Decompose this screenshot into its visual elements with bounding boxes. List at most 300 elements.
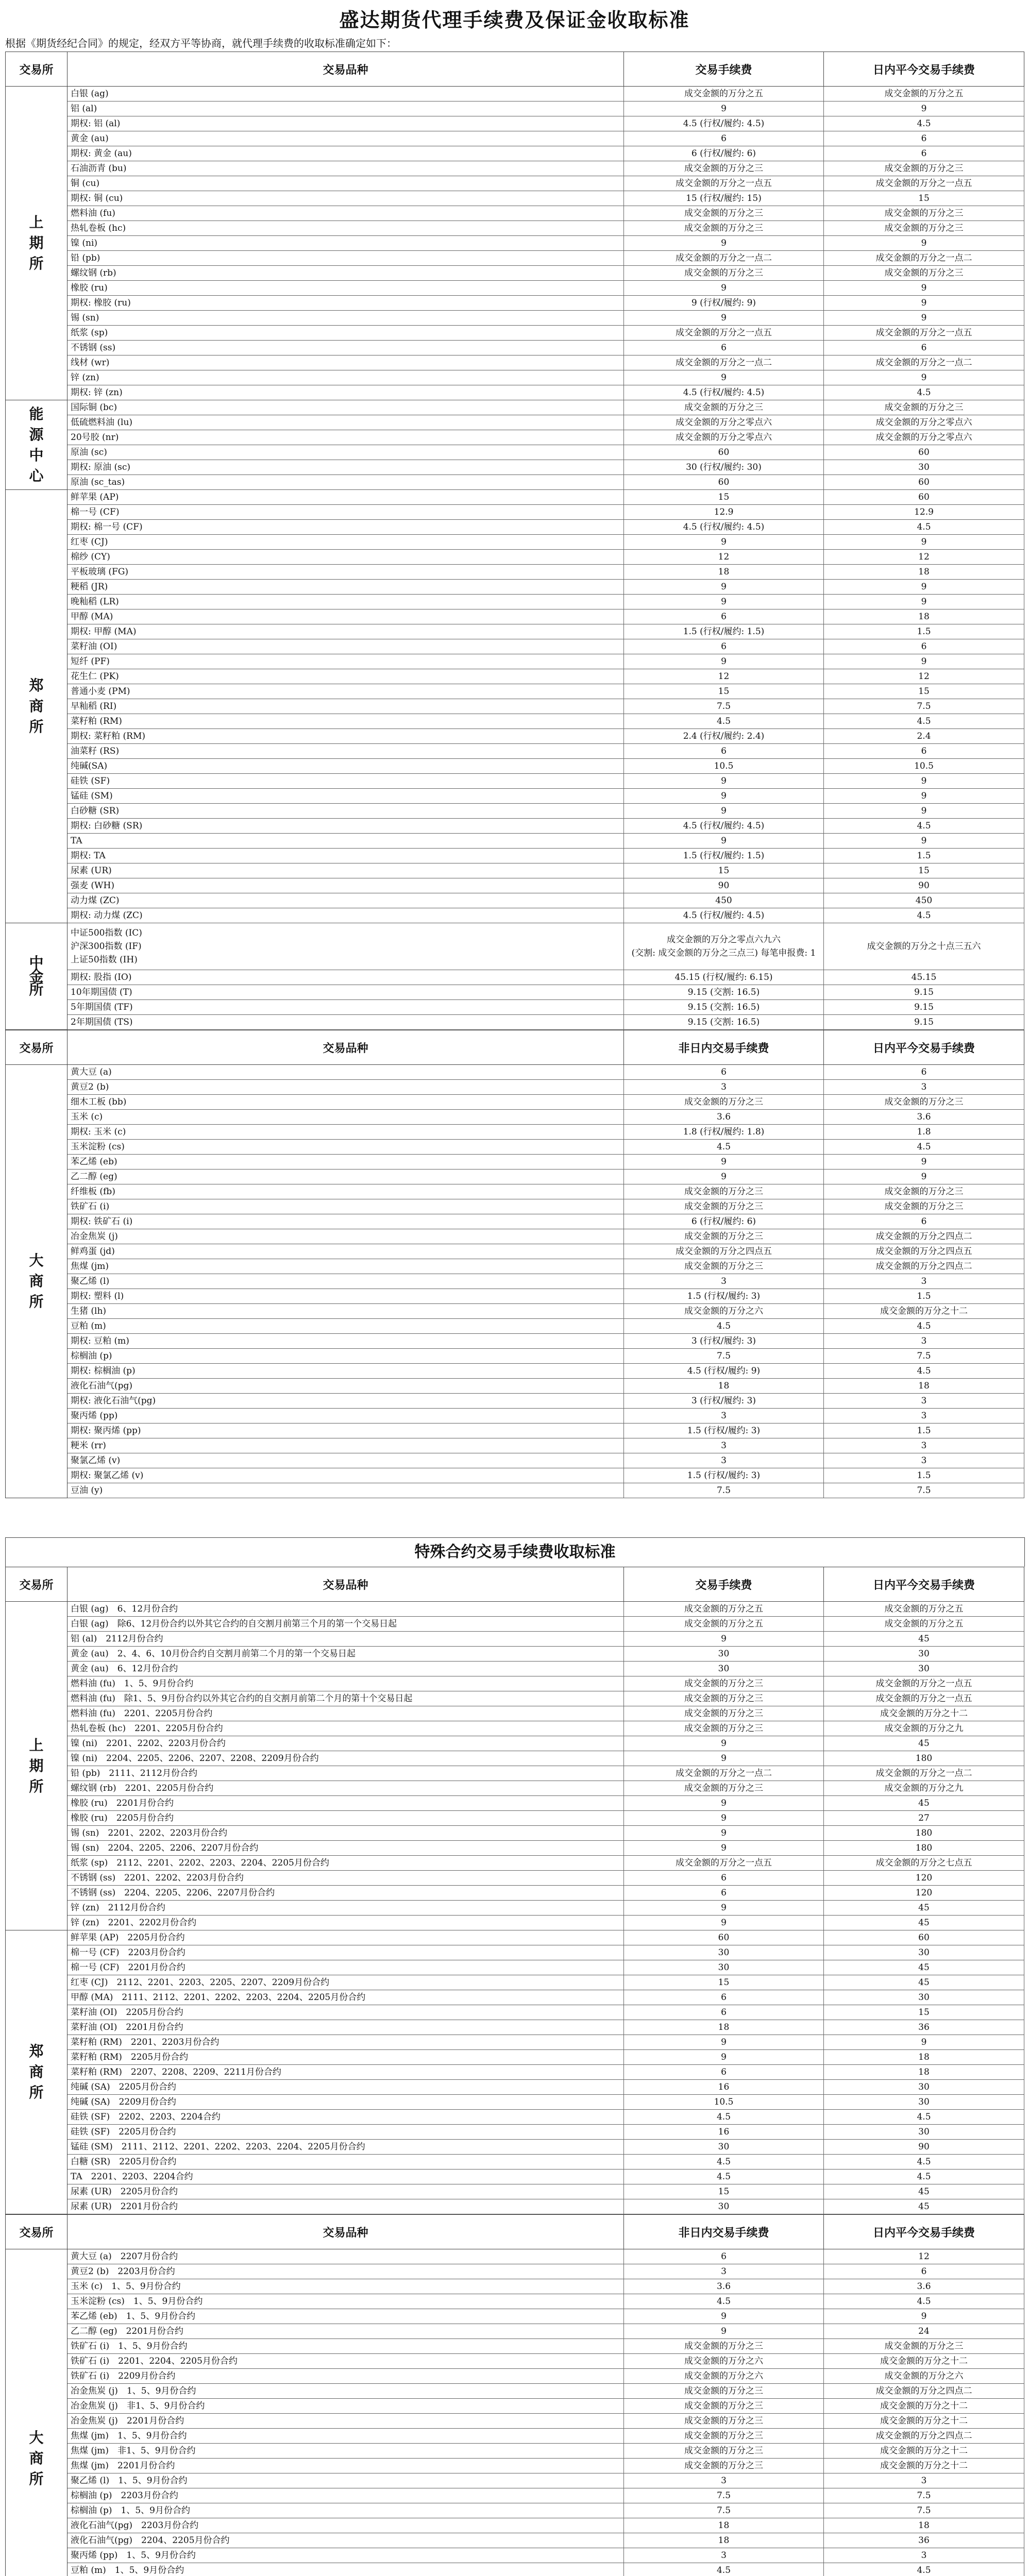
variety-name: 线材 (wr) xyxy=(68,355,624,370)
fee-value: 15 xyxy=(624,684,824,699)
table-row xyxy=(6,1871,1024,1886)
fee-value: 30 xyxy=(624,2199,824,2214)
table-row xyxy=(6,819,1024,834)
variety-name: 燃料油 (fu) xyxy=(68,206,624,221)
table-row xyxy=(6,266,1024,281)
variety-name: 鲜苹果 (AP) xyxy=(68,490,624,505)
fee-value: 9 xyxy=(624,1155,824,1170)
table-row xyxy=(6,834,1024,849)
variety-name: 液化石油气(pg) xyxy=(68,1379,624,1394)
variety-name: 锡 (sn) xyxy=(68,311,624,326)
table-row xyxy=(6,2140,1024,2155)
table-row xyxy=(6,2354,1024,2369)
variety-name: 液化石油气(pg) 2204、2205月份合约 xyxy=(68,2533,624,2548)
intraday-fee-value: 成交金额的万分之十二 xyxy=(824,1706,1024,1721)
fee-value: 3 xyxy=(624,1438,824,1453)
variety-name: 期权: TA xyxy=(68,849,624,863)
fee-value: 成交金额的万分之三 xyxy=(624,2339,824,2354)
intraday-fee-value: 成交金额的万分之一点五 xyxy=(824,326,1024,341)
variety-name: 硅铁 (SF) 2202、2203、2204合约 xyxy=(68,2110,624,2125)
table-row xyxy=(6,1751,1024,1766)
table-row xyxy=(6,985,1024,1000)
fee-value: 9 xyxy=(624,370,824,385)
fee-value: 成交金额的万分之五 xyxy=(624,1602,824,1617)
variety-name: 期权: 棕榈油 (p) xyxy=(68,1364,624,1379)
table-row xyxy=(6,744,1024,759)
fee-value: 9 xyxy=(624,1632,824,1647)
intraday-fee-value: 450 xyxy=(824,893,1024,908)
fee-value: 成交金额的万分之三 xyxy=(624,2414,824,2429)
intraday-fee-value: 6 xyxy=(824,1214,1024,1229)
fee-value: 18 xyxy=(624,2533,824,2548)
table-row xyxy=(6,116,1024,131)
variety-name: 玉米 (c) xyxy=(68,1110,624,1125)
table-row xyxy=(6,2035,1024,2050)
fee-value: 成交金额的万分之三 xyxy=(624,161,824,176)
intraday-fee-value: 12 xyxy=(824,2249,1024,2264)
table-row xyxy=(6,1975,1024,1990)
variety-name: 黄大豆 (a) xyxy=(68,1065,624,1080)
fee-value: 3 xyxy=(624,2264,824,2279)
variety-name: 甲醇 (MA) xyxy=(68,609,624,624)
variety-name: 橡胶 (ru) xyxy=(68,281,624,296)
variety-name: 白银 (ag) 6、12月份合约 xyxy=(68,1602,624,1617)
fee-value: 成交金额的万分之一点二 xyxy=(624,251,824,266)
fee-value: 9 xyxy=(624,1751,824,1766)
table-row xyxy=(6,460,1024,475)
variety-name: 热轧卷板 (hc) 2201、2205月份合约 xyxy=(68,1721,624,1736)
table-row xyxy=(6,1409,1024,1423)
table-row xyxy=(6,729,1024,744)
fee-value: 成交金额的万分之一点二 xyxy=(624,1766,824,1781)
fee-value: 15 (行权/履约: 15) xyxy=(624,191,824,206)
fee-value: 6 xyxy=(624,1886,824,1901)
fee-value: 6 xyxy=(624,131,824,146)
variety-name: 期权: 棉一号 (CF) xyxy=(68,520,624,535)
fee-value: 6 xyxy=(624,744,824,759)
table-row xyxy=(6,1811,1024,1826)
variety-name: 聚乙烯 (l) xyxy=(68,1274,624,1289)
variety-name: 红枣 (CJ) 2112、2201、2203、2205、2207、2209月份合约 xyxy=(68,1975,624,1990)
intraday-fee-value: 4.5 xyxy=(824,2294,1024,2309)
table-row xyxy=(6,1483,1024,1498)
table-row xyxy=(6,1453,1024,1468)
table-row xyxy=(6,1095,1024,1110)
fee-value: 2.4 (行权/履约: 2.4) xyxy=(624,729,824,744)
fee-value: 成交金额的万分之五 xyxy=(624,87,824,101)
table-row xyxy=(6,1155,1024,1170)
intraday-fee-value: 45 xyxy=(824,1975,1024,1990)
intraday-fee-value: 成交金额的万分之一点二 xyxy=(824,355,1024,370)
variety-name: 焦煤 (jm) 2201月份合约 xyxy=(68,2459,624,2473)
intraday-fee-value: 成交金额的万分之三 xyxy=(824,1095,1024,1110)
variety-name: 锡 (sn) 2204、2205、2206、2207月份合约 xyxy=(68,1841,624,1856)
fee-value: 15 xyxy=(624,2184,824,2199)
intraday-fee-value: 9 xyxy=(824,2035,1024,2050)
variety-name: 乙二醇 (eg) xyxy=(68,1170,624,1184)
table-row xyxy=(6,1632,1024,1647)
variety-name: 铜 (cu) xyxy=(68,176,624,191)
intraday-fee-value: 成交金额的万分之五 xyxy=(824,1602,1024,1617)
intraday-fee-value: 30 xyxy=(824,2080,1024,2095)
intraday-fee-value: 45 xyxy=(824,1901,1024,1916)
intraday-fee-value: 成交金额的万分之十二 xyxy=(824,2414,1024,2429)
fee-value: 成交金额的万分之零点六九六 (交割: 成交金额的万分之三点三) 每笔申报费: 1 xyxy=(624,923,824,970)
table-row xyxy=(6,1199,1024,1214)
variety-name: 普通小麦 (PM) xyxy=(68,684,624,699)
fee-value: 1.5 (行权/履约: 3) xyxy=(624,1289,824,1304)
table-row xyxy=(6,2563,1024,2576)
intraday-fee-value: 成交金额的万分之十二 xyxy=(824,2354,1024,2369)
document-title: 盛达期货代理手续费及保证金收取标准 xyxy=(339,8,690,31)
fee-value: 60 xyxy=(624,1930,824,1945)
table-row xyxy=(6,2369,1024,2384)
fee-value: 9 xyxy=(624,2309,824,2324)
fee-value: 成交金额的万分之三 xyxy=(624,2429,824,2444)
intraday-fee-value: 4.5 xyxy=(824,1140,1024,1155)
intraday-fee-value: 6 xyxy=(824,744,1024,759)
table-row xyxy=(6,236,1024,251)
fee-value: 6 xyxy=(624,1990,824,2005)
fee-value: 6 xyxy=(624,609,824,624)
variety-name: 花生仁 (PK) xyxy=(68,669,624,684)
fee-value: 成交金额的万分之三 xyxy=(624,1676,824,1691)
variety-name: 2年期国债 (TS) xyxy=(68,1015,624,1030)
table-row xyxy=(6,1319,1024,1334)
variety-name: 聚丙烯 (pp) 1、5、9月份合约 xyxy=(68,2548,624,2563)
fee-value: 6 (行权/履约: 6) xyxy=(624,146,824,161)
table-row xyxy=(6,2533,1024,2548)
variety-name: 黄金 (au) 6、12月份合约 xyxy=(68,1662,624,1676)
intraday-fee-value: 9 xyxy=(824,654,1024,669)
intraday-fee-value: 3 xyxy=(824,2473,1024,2488)
intraday-fee-value: 9 xyxy=(824,311,1024,326)
intraday-fee-value: 6 xyxy=(824,146,1024,161)
variety-name: 锌 (zn) 2112月份合约 xyxy=(68,1901,624,1916)
table-row xyxy=(6,849,1024,863)
intraday-fee-value: 9.15 xyxy=(824,985,1024,1000)
table-row xyxy=(6,1721,1024,1736)
variety-name: 晚籼稻 (LR) xyxy=(68,595,624,609)
table-row xyxy=(6,669,1024,684)
fee-value: 成交金额的万分之三 xyxy=(624,2384,824,2399)
table-row xyxy=(6,1304,1024,1319)
table-row xyxy=(6,580,1024,595)
fee-value: 成交金额的万分之一点五 xyxy=(624,1856,824,1871)
variety-name: 原油 (sc) xyxy=(68,445,624,460)
intraday-fee-value: 45 xyxy=(824,2184,1024,2199)
exchange-label: 能 源 中 心 xyxy=(6,400,68,490)
variety-name: 锰硅 (SM) 2111、2112、2201、2202、2203、2204、2205月份合约 xyxy=(68,2140,624,2155)
variety-name: 红枣 (CJ) xyxy=(68,535,624,550)
fee-value: 9 xyxy=(624,2324,824,2339)
variety-name: 冶金焦炭 (j) 非1、5、9月份合约 xyxy=(68,2399,624,2414)
intraday-fee-value: 18 xyxy=(824,609,1024,624)
fee-value: 6 xyxy=(624,1065,824,1080)
variety-name: 鲜鸡蛋 (jd) xyxy=(68,1244,624,1259)
intraday-fee-value: 180 xyxy=(824,1826,1024,1841)
intraday-fee-value: 成交金额的万分之一点二 xyxy=(824,251,1024,266)
table-row xyxy=(6,609,1024,624)
intraday-fee-value: 成交金额的万分之三 xyxy=(824,266,1024,281)
intraday-fee-value: 成交金额的万分之三 xyxy=(824,221,1024,236)
intraday-fee-value: 45 xyxy=(824,1916,1024,1930)
fee-value: 4.5 xyxy=(624,1319,824,1334)
intraday-fee-value: 9 xyxy=(824,595,1024,609)
table-row xyxy=(6,908,1024,923)
intraday-fee-value: 120 xyxy=(824,1871,1024,1886)
intraday-fee-value: 成交金额的万分之三 xyxy=(824,1199,1024,1214)
intraday-fee-value: 3 xyxy=(824,1438,1024,1453)
variety-name: 焦煤 (jm) xyxy=(68,1259,624,1274)
intraday-fee-value: 1.5 xyxy=(824,1423,1024,1438)
variety-name: 粳米 (rr) xyxy=(68,1438,624,1453)
table-row xyxy=(6,1125,1024,1140)
variety-name: 10年期国债 (T) xyxy=(68,985,624,1000)
variety-name: 国际铜 (bc) xyxy=(68,400,624,415)
table-row xyxy=(6,131,1024,146)
fee-value: 9 xyxy=(624,834,824,849)
variety-name: 不锈钢 (ss) 2201、2202、2203月份合约 xyxy=(68,1871,624,1886)
fee-value: 9 xyxy=(624,2050,824,2065)
intraday-fee-value: 成交金额的万分之七点五 xyxy=(824,1856,1024,1871)
table-row xyxy=(6,1662,1024,1676)
fee-value: 成交金额的万分之零点六 xyxy=(624,415,824,430)
intraday-fee-value: 9 xyxy=(824,1170,1024,1184)
variety-name: 尿素 (UR) 2205月份合约 xyxy=(68,2184,624,2199)
table-row xyxy=(6,445,1024,460)
variety-name: 玉米淀粉 (cs) 1、5、9月份合约 xyxy=(68,2294,624,2309)
table-row xyxy=(6,1945,1024,1960)
intraday-fee-value: 成交金额的万分之一点二 xyxy=(824,1766,1024,1781)
intraday-fee-value: 3 xyxy=(824,1334,1024,1349)
variety-name: 苯乙烯 (eb) 1、5、9月份合约 xyxy=(68,2309,624,2324)
table-row xyxy=(6,2488,1024,2503)
fee-value: 60 xyxy=(624,475,824,490)
fee-value: 成交金额的万分之三 xyxy=(624,1781,824,1796)
dalian-special-fee-body xyxy=(6,2249,1024,2576)
intraday-fee-value: 60 xyxy=(824,490,1024,505)
table-row xyxy=(6,1647,1024,1662)
fee-value: 4.5 (行权/履约: 4.5) xyxy=(624,520,824,535)
variety-name: 冶金焦炭 (j) xyxy=(68,1229,624,1244)
table-row xyxy=(6,863,1024,878)
intraday-fee-value: 45 xyxy=(824,1736,1024,1751)
variety-name: 聚乙烯 (l) 1、5、9月份合约 xyxy=(68,2473,624,2488)
table-row xyxy=(6,2170,1024,2184)
table-row xyxy=(6,1065,1024,1080)
fee-value: 成交金额的万分之三 xyxy=(624,1184,824,1199)
fee-value: 3 xyxy=(624,1453,824,1468)
variety-name: 菜籽油 (OI) xyxy=(68,639,624,654)
header-exchange: 交易所 xyxy=(6,1567,68,1602)
table-row xyxy=(6,1289,1024,1304)
variety-name: 期权: 聚氯乙烯 (v) xyxy=(68,1468,624,1483)
variety-name: 菜籽粕 (RM) 2207、2208、2209、2211月份合约 xyxy=(68,2065,624,2080)
intraday-fee-value: 1.5 xyxy=(824,1289,1024,1304)
variety-name: 黄大豆 (a) 2207月份合约 xyxy=(68,2249,624,2264)
fee-value: 9 xyxy=(624,1170,824,1184)
intraday-fee-value: 9 xyxy=(824,789,1024,804)
fee-value: 9.15 (交割: 16.5) xyxy=(624,1000,824,1015)
variety-name: 黄金 (au) 2、4、6、10月份合约自交割月前第二个月的第一个交易日起 xyxy=(68,1647,624,1662)
intraday-fee-value: 12 xyxy=(824,669,1024,684)
variety-name: 早籼稻 (RI) xyxy=(68,699,624,714)
variety-name: 菜籽粕 (RM) 2201、2203月份合约 xyxy=(68,2035,624,2050)
variety-name: 油菜籽 (RS) xyxy=(68,744,624,759)
header-fee: 非日内交易手续费 xyxy=(624,1030,824,1065)
fee-value: 7.5 xyxy=(624,1349,824,1364)
table-row xyxy=(6,654,1024,669)
fee-value: 3 xyxy=(624,1409,824,1423)
special-fee-body xyxy=(6,1602,1024,2214)
fee-value: 10.5 xyxy=(624,2095,824,2110)
intraday-fee-value: 60 xyxy=(824,445,1024,460)
variety-name: 甲醇 (MA) 2111、2112、2201、2202、2203、2204、2205月份合约 xyxy=(68,1990,624,2005)
fee-value: 3 (行权/履约: 3) xyxy=(624,1394,824,1409)
table-row xyxy=(6,1901,1024,1916)
fee-value: 4.5 xyxy=(624,2294,824,2309)
variety-name: 苯乙烯 (eb) xyxy=(68,1155,624,1170)
table-row xyxy=(6,2324,1024,2339)
intraday-fee-value: 6 xyxy=(824,1065,1024,1080)
fee-value: 9.15 (交割: 16.5) xyxy=(624,1015,824,1030)
fee-value: 9 xyxy=(624,535,824,550)
variety-name: 棉一号 (CF) 2201月份合约 xyxy=(68,1960,624,1975)
table-row xyxy=(6,1140,1024,1155)
intraday-fee-value: 45 xyxy=(824,2199,1024,2214)
fee-value: 6 xyxy=(624,2065,824,2080)
table-row xyxy=(6,1438,1024,1453)
variety-name: 期权: 原油 (sc) xyxy=(68,460,624,475)
header-intraday-fee: 日内平今交易手续费 xyxy=(824,1567,1024,1602)
table-header xyxy=(6,52,1024,87)
fee-value: 12.9 xyxy=(624,505,824,520)
intraday-fee-value: 成交金额的万分之五 xyxy=(824,87,1024,101)
intraday-fee-value: 45.15 xyxy=(824,970,1024,985)
dalian-fee-table xyxy=(5,1030,1024,1498)
variety-name: 黄豆2 (b) 2203月份合约 xyxy=(68,2264,624,2279)
fee-value: 9 xyxy=(624,1811,824,1826)
intraday-fee-value: 1.5 xyxy=(824,849,1024,863)
intraday-fee-value: 成交金额的万分之十二 xyxy=(824,2444,1024,2459)
intraday-fee-value: 7.5 xyxy=(824,1483,1024,1498)
fee-value: 成交金额的万分之五 xyxy=(624,1617,824,1632)
variety-name: 黄金 (au) xyxy=(68,131,624,146)
intraday-fee-value: 3.6 xyxy=(824,1110,1024,1125)
intraday-fee-value: 4.5 xyxy=(824,2155,1024,2170)
table-row xyxy=(6,774,1024,789)
fee-value: 4.5 (行权/履约: 4.5) xyxy=(624,385,824,400)
intraday-fee-value: 90 xyxy=(824,2140,1024,2155)
table-row xyxy=(6,1214,1024,1229)
header-intraday-fee: 日内平今交易手续费 xyxy=(824,2215,1024,2249)
intraday-fee-value: 3 xyxy=(824,1409,1024,1423)
intraday-fee-value: 30 xyxy=(824,1945,1024,1960)
fee-value: 成交金额的万分之三 xyxy=(624,1095,824,1110)
fee-value: 成交金额的万分之零点六 xyxy=(624,430,824,445)
intraday-fee-value: 1.8 xyxy=(824,1125,1024,1140)
table-row xyxy=(6,251,1024,266)
intraday-fee-value: 成交金额的万分之零点六 xyxy=(824,430,1024,445)
table-row xyxy=(6,714,1024,729)
intraday-fee-value: 4.5 xyxy=(824,2170,1024,2184)
exchange-label: 中 金 所 xyxy=(6,923,68,1030)
intraday-fee-value: 45 xyxy=(824,1796,1024,1811)
variety-name: 期权: 塑料 (l) xyxy=(68,1289,624,1304)
variety-name: 菜籽粕 (RM) xyxy=(68,714,624,729)
variety-name: 纸浆 (sp) 2112、2201、2202、2203、2204、2205月份合约 xyxy=(68,1856,624,1871)
variety-name: 期权: 菜籽粕 (RM) xyxy=(68,729,624,744)
intraday-fee-value: 15 xyxy=(824,191,1024,206)
fee-value: 4.5 xyxy=(624,1140,824,1155)
fee-value: 4.5 (行权/履约: 9) xyxy=(624,1364,824,1379)
table-row xyxy=(6,176,1024,191)
header-exchange: 交易所 xyxy=(6,2215,68,2249)
table-row xyxy=(6,2294,1024,2309)
intraday-fee-value: 9 xyxy=(824,101,1024,116)
table-row xyxy=(6,2384,1024,2399)
variety-name: 镍 (ni) 2201、2202、2203月份合约 xyxy=(68,1736,624,1751)
variety-name: 白银 (ag) xyxy=(68,87,624,101)
intraday-fee-value: 3 xyxy=(824,1453,1024,1468)
fee-value: 6 (行权/履约: 6) xyxy=(624,1214,824,1229)
fee-value: 3.6 xyxy=(624,1110,824,1125)
fee-value: 成交金额的万分之一点五 xyxy=(624,326,824,341)
variety-name: 热轧卷板 (hc) xyxy=(68,221,624,236)
fee-value: 成交金额的万分之六 xyxy=(624,2354,824,2369)
table-row xyxy=(6,1826,1024,1841)
header-variety: 交易品种 xyxy=(68,1030,624,1065)
table-row xyxy=(6,684,1024,699)
variety-name: 铅 (pb) xyxy=(68,251,624,266)
table-row xyxy=(6,311,1024,326)
fee-value: 1.8 (行权/履约: 1.8) xyxy=(624,1125,824,1140)
fee-value: 4.5 xyxy=(624,2563,824,2576)
header-fee: 交易手续费 xyxy=(624,52,824,87)
variety-name: 期权: 聚丙烯 (pp) xyxy=(68,1423,624,1438)
exchange-label: 郑 商 所 xyxy=(6,1930,68,2214)
fee-value: 1.5 (行权/履约: 1.5) xyxy=(624,624,824,639)
table-row xyxy=(6,415,1024,430)
intraday-fee-value: 成交金额的万分之四点二 xyxy=(824,1259,1024,1274)
fee-value: 4.5 (行权/履约: 4.5) xyxy=(624,819,824,834)
variety-name: 冶金焦炭 (j) 1、5、9月份合约 xyxy=(68,2384,624,2399)
table-row xyxy=(6,1080,1024,1095)
table-row xyxy=(6,2264,1024,2279)
intraday-fee-value: 成交金额的万分之四点二 xyxy=(824,1229,1024,1244)
fee-value: 12 xyxy=(624,550,824,565)
intraday-fee-value: 30 xyxy=(824,2095,1024,2110)
variety-name: 硅铁 (SF) 2205月份合约 xyxy=(68,2125,624,2140)
table-row xyxy=(6,1856,1024,1871)
fee-value: 9 xyxy=(624,1736,824,1751)
variety-name: 玉米 (c) 1、5、9月份合约 xyxy=(68,2279,624,2294)
fee-value: 30 xyxy=(624,1945,824,1960)
fee-value: 9 xyxy=(624,236,824,251)
table-row xyxy=(6,2110,1024,2125)
table-row xyxy=(6,475,1024,490)
table-row xyxy=(6,1886,1024,1901)
fee-value: 45.15 (行权/履约: 6.15) xyxy=(624,970,824,985)
intraday-fee-value: 3 xyxy=(824,2548,1024,2563)
fee-value: 成交金额的万分之三 xyxy=(624,1199,824,1214)
intraday-fee-value: 45 xyxy=(824,1632,1024,1647)
variety-name: 石油沥青 (bu) xyxy=(68,161,624,176)
variety-name: 镍 (ni) 2204、2205、2206、2207、2208、2209月份合约 xyxy=(68,1751,624,1766)
table-row xyxy=(6,2473,1024,2488)
variety-name: 铁矿石 (i) xyxy=(68,1199,624,1214)
